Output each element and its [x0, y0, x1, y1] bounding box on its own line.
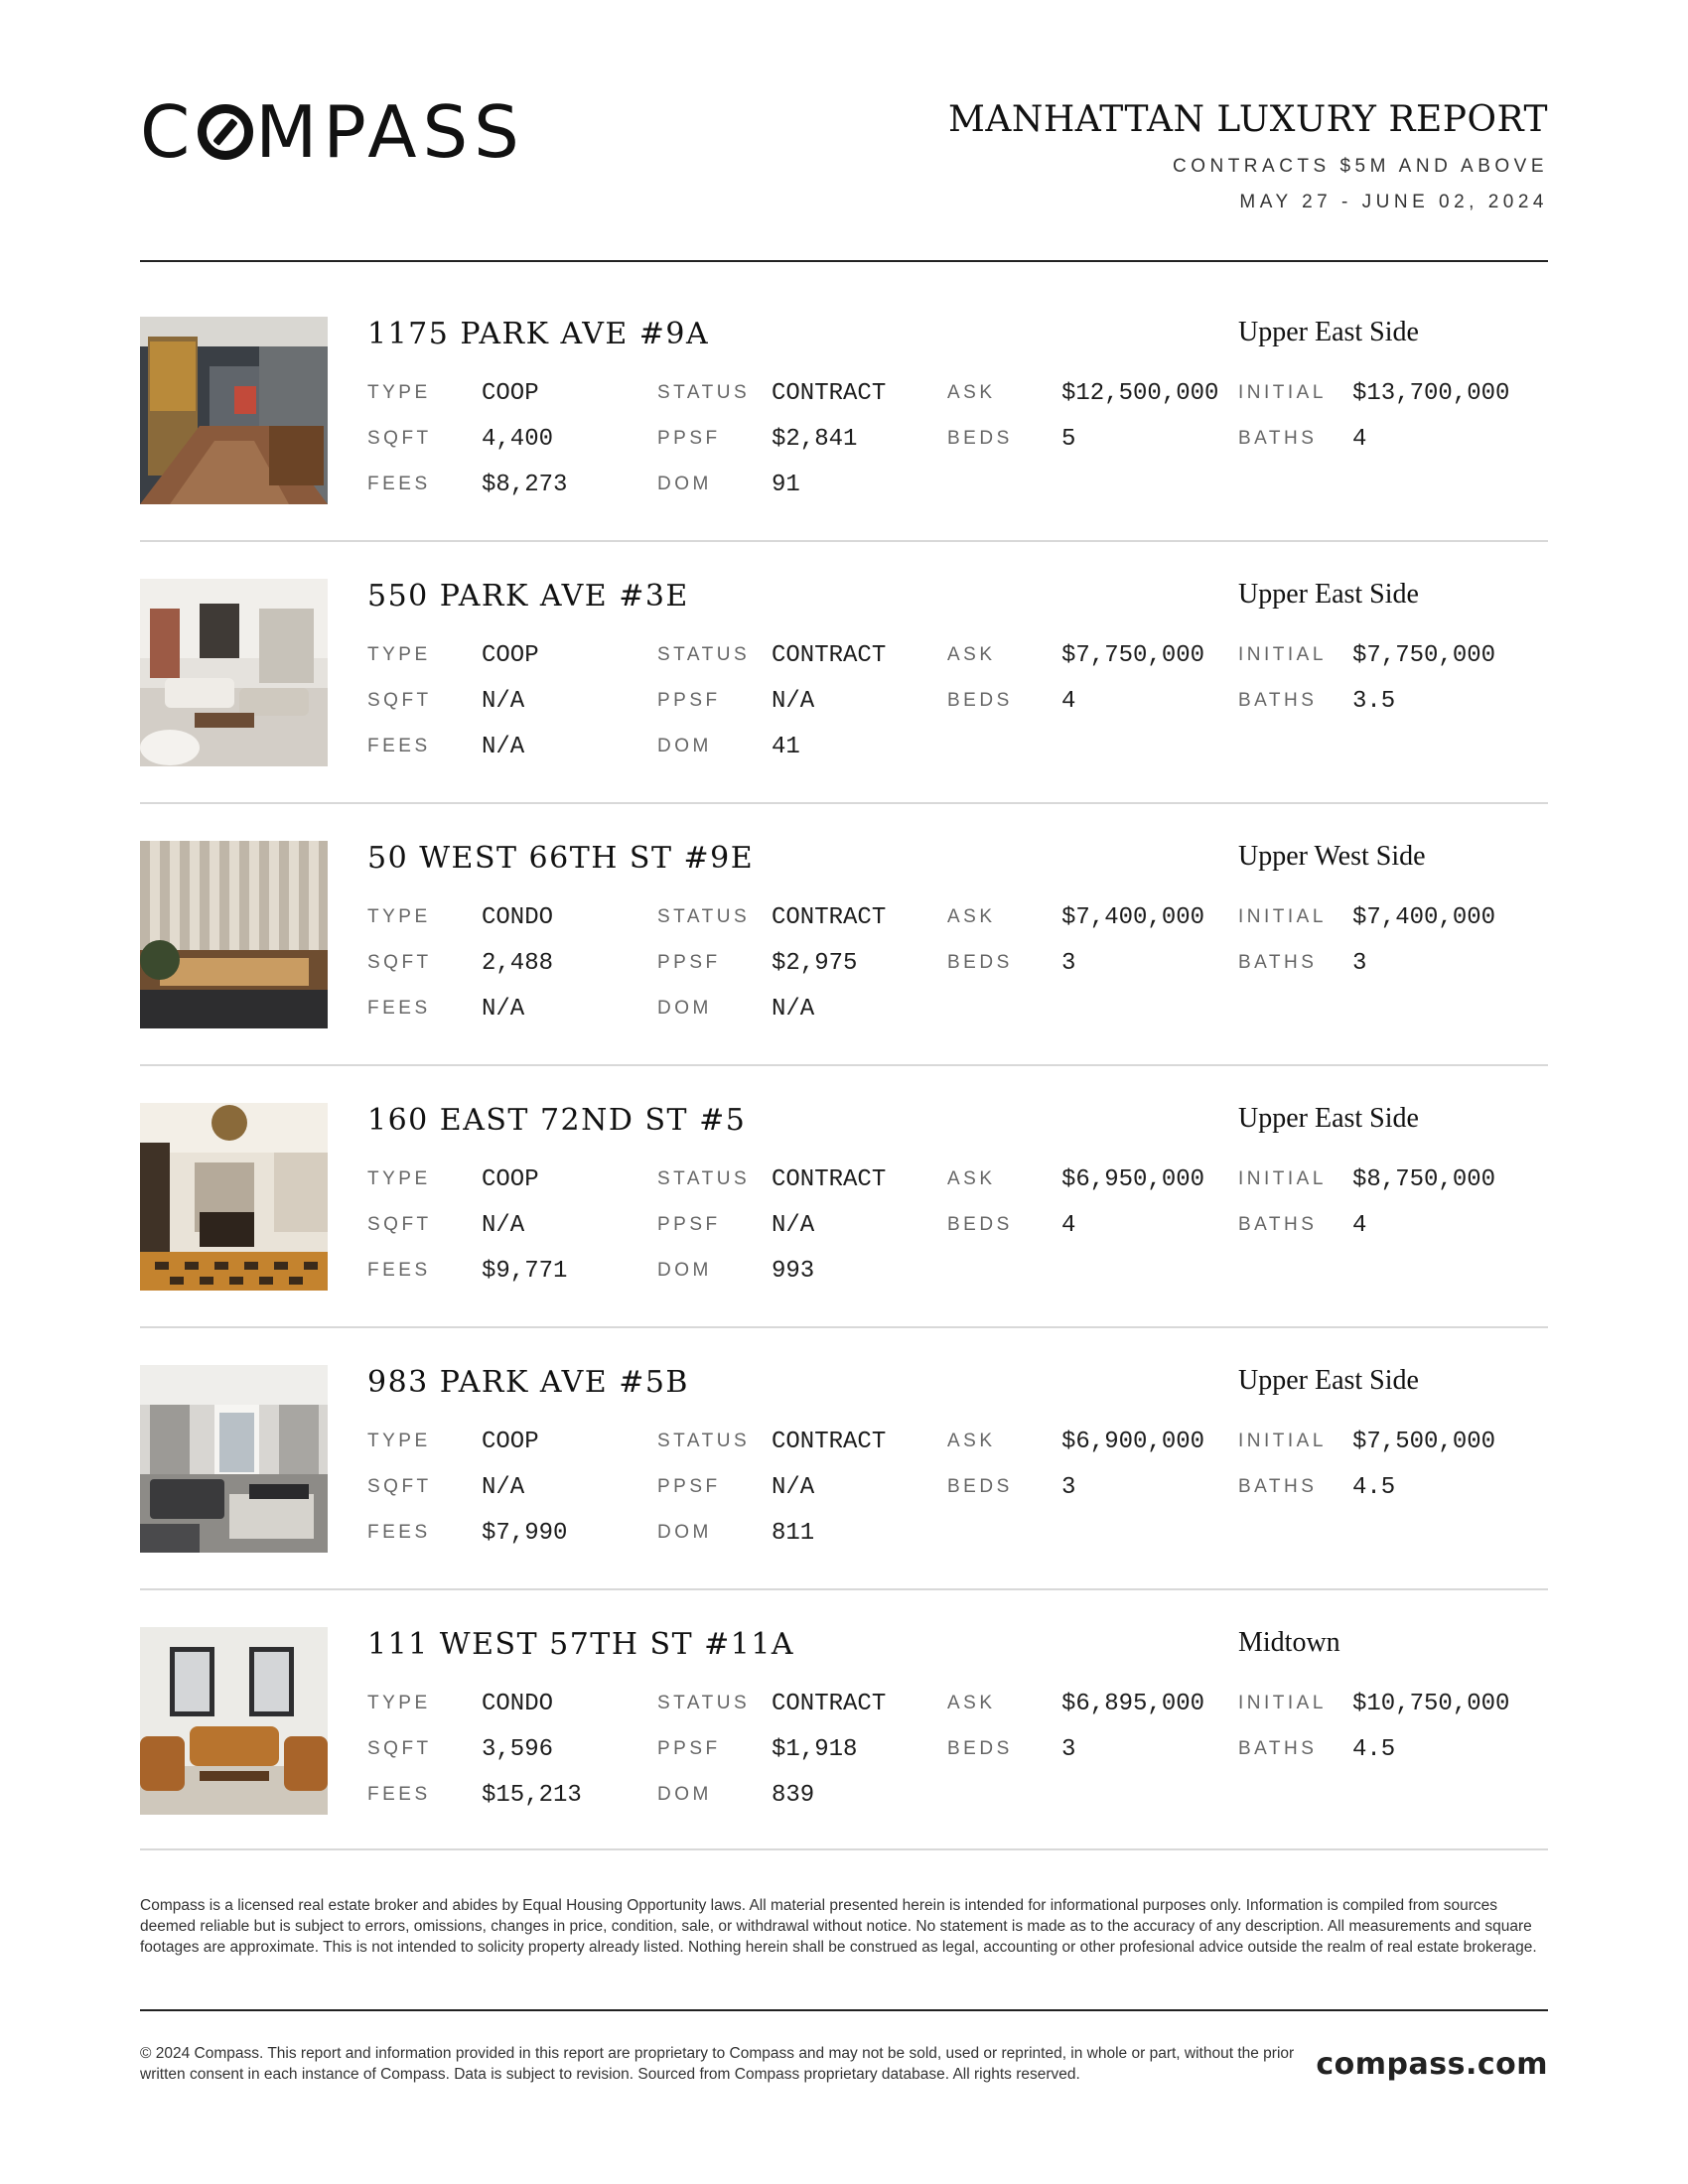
- baths-label: BATHS: [1238, 1738, 1318, 1759]
- dom-label: DOM: [657, 1260, 712, 1281]
- initial-label: INITIAL: [1238, 1431, 1327, 1451]
- fees-label: FEES: [367, 1522, 431, 1543]
- sqft-value: N/A: [482, 1474, 525, 1501]
- sqft-label: SQFT: [367, 1738, 432, 1759]
- beds-label: BEDS: [947, 952, 1013, 973]
- ask-value: $7,750,000: [1061, 642, 1205, 669]
- initial-value: $10,750,000: [1352, 1691, 1510, 1717]
- dom-value: 839: [772, 1782, 815, 1809]
- compass-o-icon: [198, 104, 253, 160]
- listing-divider: [140, 1326, 1548, 1328]
- dom-value: 91: [772, 472, 800, 498]
- baths-label: BATHS: [1238, 428, 1318, 449]
- listing-address: 111 WEST 57TH ST #11A: [367, 1627, 795, 1662]
- listing-address: 550 PARK AVE #3E: [367, 579, 689, 614]
- dom-label: DOM: [657, 474, 712, 494]
- beds-value: 3: [1061, 1474, 1076, 1501]
- fees-value: $8,273: [482, 472, 568, 498]
- sqft-value: 3,596: [482, 1736, 554, 1763]
- sqft-label: SQFT: [367, 1214, 432, 1235]
- fees-value: N/A: [482, 734, 525, 760]
- listing-address: 1175 PARK AVE #9A: [367, 317, 710, 351]
- initial-value: $8,750,000: [1352, 1166, 1496, 1193]
- fees-value: $15,213: [482, 1782, 582, 1809]
- initial-label: INITIAL: [1238, 906, 1327, 927]
- sqft-label: SQFT: [367, 1476, 432, 1497]
- ppsf-value: $1,918: [772, 1736, 858, 1763]
- baths-value: 4: [1352, 1212, 1367, 1239]
- footer-divider: [140, 2009, 1548, 2011]
- status-value: CONTRACT: [772, 1429, 887, 1455]
- sqft-value: N/A: [482, 688, 525, 715]
- ppsf-value: N/A: [772, 1212, 815, 1239]
- listing-divider: [140, 1064, 1548, 1066]
- ppsf-value: N/A: [772, 688, 815, 715]
- ppsf-value: $2,975: [772, 950, 858, 977]
- ppsf-label: PPSF: [657, 1738, 721, 1759]
- baths-label: BATHS: [1238, 952, 1318, 973]
- sqft-value: N/A: [482, 1212, 525, 1239]
- type-value: COOP: [482, 642, 539, 669]
- ppsf-label: PPSF: [657, 952, 721, 973]
- ppsf-label: PPSF: [657, 1476, 721, 1497]
- beds-value: 3: [1061, 1736, 1076, 1763]
- dom-label: DOM: [657, 1784, 712, 1805]
- ask-value: $7,400,000: [1061, 904, 1205, 931]
- initial-label: INITIAL: [1238, 382, 1327, 403]
- compass-logo: [140, 90, 525, 174]
- listing-neighborhood: Upper West Side: [1238, 841, 1426, 872]
- initial-value: $7,400,000: [1352, 904, 1496, 931]
- listing-photo: [140, 1627, 328, 1815]
- status-value: CONTRACT: [772, 1691, 887, 1717]
- type-value: CONDO: [482, 1691, 554, 1717]
- type-value: COOP: [482, 1429, 539, 1455]
- ask-label: ASK: [947, 906, 996, 927]
- logo-text-end: MPASS: [255, 90, 525, 174]
- status-label: STATUS: [657, 382, 751, 403]
- report-header: [140, 0, 1548, 262]
- beds-label: BEDS: [947, 690, 1013, 711]
- sqft-value: 4,400: [482, 426, 554, 453]
- initial-value: $13,700,000: [1352, 380, 1510, 407]
- divider: [140, 1848, 1548, 1850]
- beds-label: BEDS: [947, 1476, 1013, 1497]
- beds-value: 4: [1061, 1212, 1076, 1239]
- status-label: STATUS: [657, 644, 751, 665]
- listing-photo: [140, 579, 328, 766]
- site-link[interactable]: compass.com: [1316, 2047, 1548, 2082]
- dom-value: 811: [772, 1520, 815, 1547]
- baths-value: 4.5: [1352, 1474, 1396, 1501]
- fees-value: $9,771: [482, 1258, 568, 1285]
- baths-label: BATHS: [1238, 1214, 1318, 1235]
- beds-value: 4: [1061, 688, 1076, 715]
- listing-neighborhood: Midtown: [1238, 1627, 1340, 1658]
- status-value: CONTRACT: [772, 380, 887, 407]
- sqft-label: SQFT: [367, 952, 432, 973]
- type-label: TYPE: [367, 1693, 431, 1713]
- baths-label: BATHS: [1238, 1476, 1318, 1497]
- fees-label: FEES: [367, 1784, 431, 1805]
- beds-label: BEDS: [947, 1214, 1013, 1235]
- ask-label: ASK: [947, 644, 996, 665]
- initial-label: INITIAL: [1238, 644, 1327, 665]
- ask-label: ASK: [947, 382, 996, 403]
- baths-value: 3: [1352, 950, 1367, 977]
- status-value: CONTRACT: [772, 642, 887, 669]
- ppsf-label: PPSF: [657, 690, 721, 711]
- type-label: TYPE: [367, 906, 431, 927]
- listing-address: 983 PARK AVE #5B: [367, 1365, 689, 1400]
- report-date-range: MAY 27 - JUNE 02, 2024: [1239, 192, 1548, 212]
- fees-value: N/A: [482, 996, 525, 1023]
- dom-value: N/A: [772, 996, 815, 1023]
- type-label: TYPE: [367, 1168, 431, 1189]
- status-label: STATUS: [657, 1168, 751, 1189]
- ppsf-label: PPSF: [657, 1214, 721, 1235]
- dom-label: DOM: [657, 1522, 712, 1543]
- ask-value: $6,900,000: [1061, 1429, 1205, 1455]
- sqft-value: 2,488: [482, 950, 554, 977]
- listing-neighborhood: Upper East Side: [1238, 317, 1419, 347]
- type-value: COOP: [482, 1166, 539, 1193]
- ppsf-value: N/A: [772, 1474, 815, 1501]
- listing-photo: [140, 841, 328, 1028]
- initial-label: INITIAL: [1238, 1693, 1327, 1713]
- dom-value: 41: [772, 734, 800, 760]
- fees-label: FEES: [367, 474, 431, 494]
- fees-label: FEES: [367, 1260, 431, 1281]
- type-label: TYPE: [367, 1431, 431, 1451]
- listing-neighborhood: Upper East Side: [1238, 1365, 1419, 1396]
- status-value: CONTRACT: [772, 1166, 887, 1193]
- listing-photo: [140, 1365, 328, 1553]
- ask-label: ASK: [947, 1693, 996, 1713]
- ppsf-value: $2,841: [772, 426, 858, 453]
- listing-photo: [140, 1103, 328, 1291]
- baths-value: 4: [1352, 426, 1367, 453]
- type-value: CONDO: [482, 904, 554, 931]
- fees-label: FEES: [367, 736, 431, 756]
- type-label: TYPE: [367, 382, 431, 403]
- copyright-text: © 2024 Compass. This report and information provided in this report are proprietary to Compass and may not be sold, used or reprinted, in whole or part, without the prior written consent in each instance of Compass. Data is subject to revision. Sourced from Compass proprietary database. All rights reserved.: [140, 2045, 1295, 2083]
- initial-value: $7,500,000: [1352, 1429, 1496, 1455]
- listing-divider: [140, 540, 1548, 542]
- ask-value: $6,950,000: [1061, 1166, 1205, 1193]
- listing-divider: [140, 802, 1548, 804]
- dom-label: DOM: [657, 998, 712, 1019]
- status-label: STATUS: [657, 1693, 751, 1713]
- baths-value: 3.5: [1352, 688, 1396, 715]
- ask-value: $6,895,000: [1061, 1691, 1205, 1717]
- baths-label: BATHS: [1238, 690, 1318, 711]
- listing-neighborhood: Upper East Side: [1238, 1103, 1419, 1134]
- status-label: STATUS: [657, 1431, 751, 1451]
- logo-text-start: C: [140, 90, 197, 174]
- listing-neighborhood: Upper East Side: [1238, 579, 1419, 610]
- type-value: COOP: [482, 380, 539, 407]
- beds-value: 5: [1061, 426, 1076, 453]
- ask-label: ASK: [947, 1168, 996, 1189]
- report-subtitle: CONTRACTS $5M AND ABOVE: [1172, 156, 1548, 177]
- fees-value: $7,990: [482, 1520, 568, 1547]
- listing-address: 160 EAST 72ND ST #5: [367, 1103, 747, 1138]
- initial-label: INITIAL: [1238, 1168, 1327, 1189]
- baths-value: 4.5: [1352, 1736, 1396, 1763]
- sqft-label: SQFT: [367, 428, 432, 449]
- disclaimer-text: Compass is a licensed real estate broker and abides by Equal Housing Opportunity laws. All material presented herein is intended for informational purposes only. Information is compiled from sources deemed reliable but is subject to errors, omissions, changes in price, condition, sale, or withdrawal without notice. No statement is made as to the accuracy of any description. All measurements and square footages are approximate. This is not intended to solicity property already listed. Nothing herein shall be construed as legal, accounting or other profesional advice outside the realm of real estate brokerage.: [140, 1897, 1537, 1956]
- type-label: TYPE: [367, 644, 431, 665]
- status-value: CONTRACT: [772, 904, 887, 931]
- ask-value: $12,500,000: [1061, 380, 1219, 407]
- ppsf-label: PPSF: [657, 428, 721, 449]
- listing-address: 50 WEST 66TH ST #9E: [367, 841, 755, 876]
- status-label: STATUS: [657, 906, 751, 927]
- listing-photo: [140, 317, 328, 504]
- dom-label: DOM: [657, 736, 712, 756]
- listing-divider: [140, 1588, 1548, 1590]
- sqft-label: SQFT: [367, 690, 432, 711]
- ask-label: ASK: [947, 1431, 996, 1451]
- initial-value: $7,750,000: [1352, 642, 1496, 669]
- fees-label: FEES: [367, 998, 431, 1019]
- beds-label: BEDS: [947, 428, 1013, 449]
- dom-value: 993: [772, 1258, 815, 1285]
- header-divider: [140, 260, 1548, 262]
- beds-value: 3: [1061, 950, 1076, 977]
- report-title: MANHATTAN LUXURY REPORT: [947, 99, 1548, 140]
- beds-label: BEDS: [947, 1738, 1013, 1759]
